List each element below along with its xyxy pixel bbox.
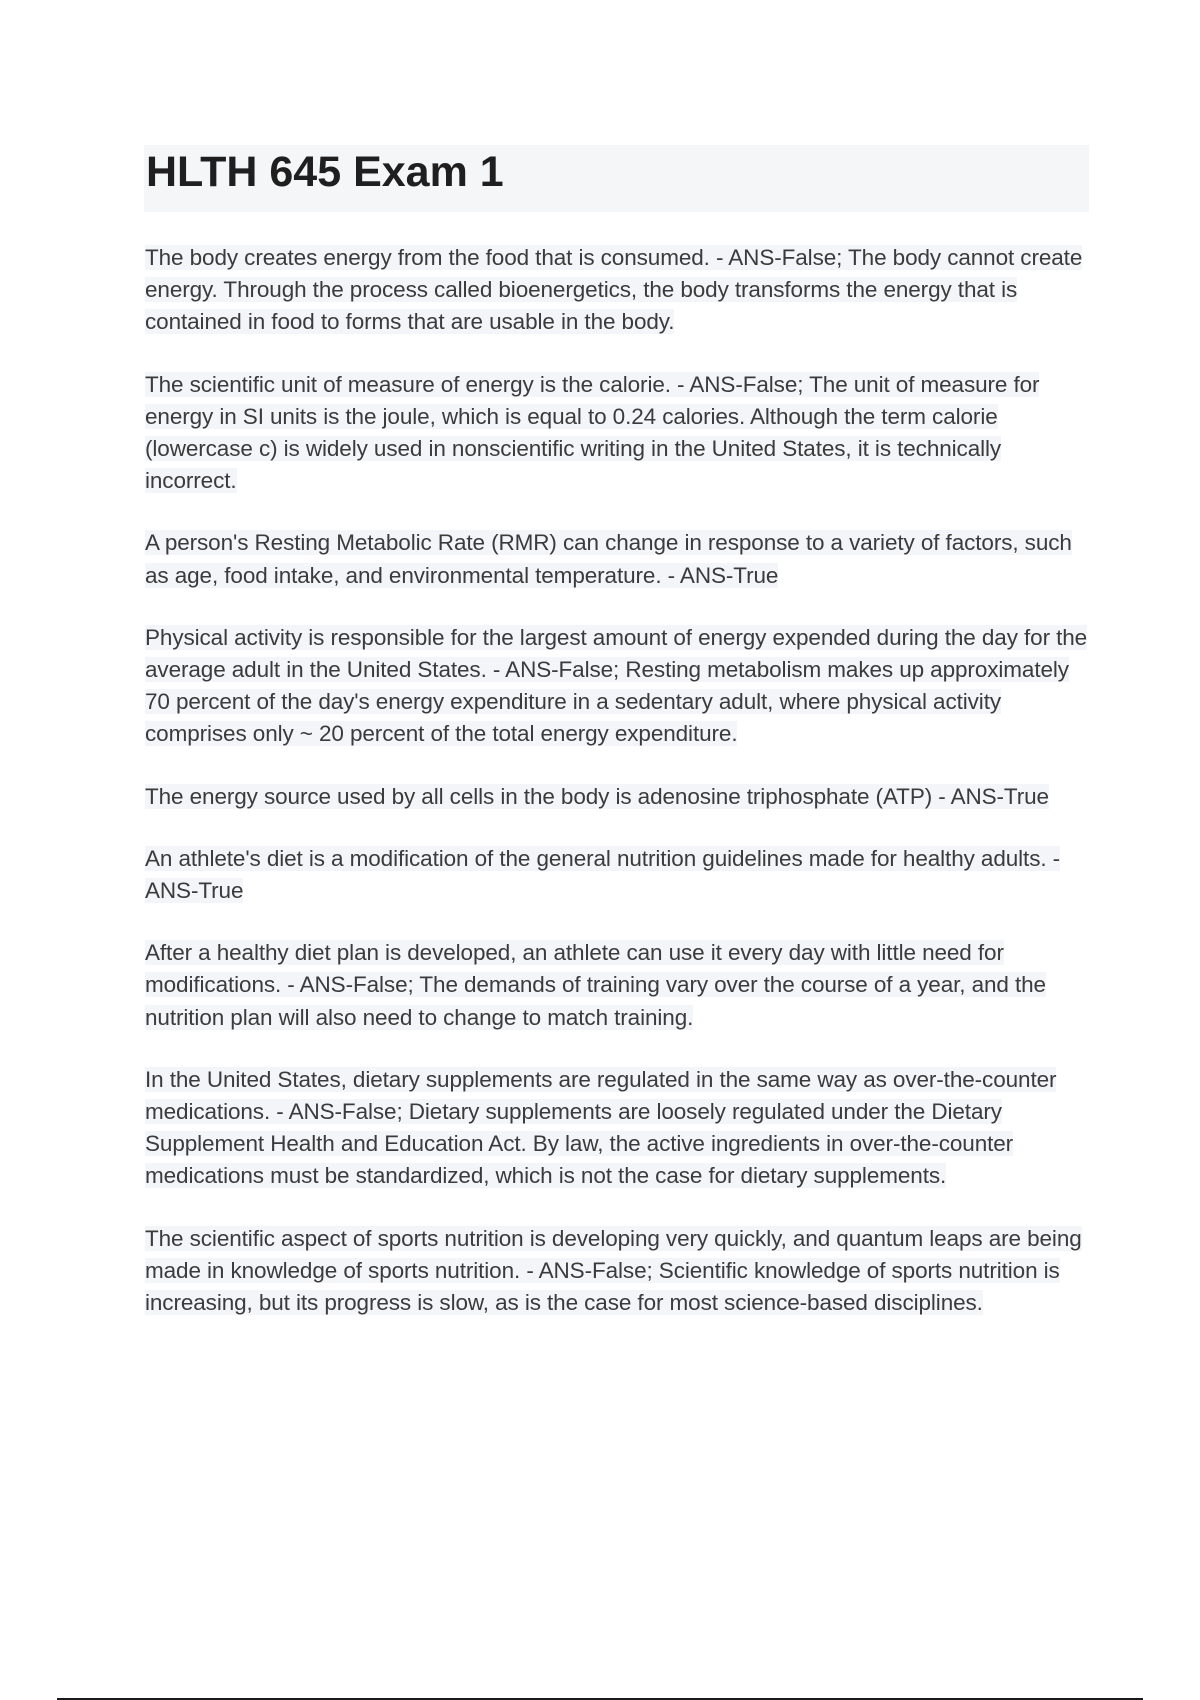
question-text: In the United States, dietary supplements are regulated in the same way as over-the-counter medications. - ANS-False; Dietary supplements are loosely regulated under the Dietary Supplement Health and Education Act. By law, the active ingredients in over-the-counter medications must be standardized, which is not the case for dietary supplements. — [145, 1066, 1057, 1189]
question-item — [145, 781, 1090, 813]
question-list — [145, 242, 1090, 1349]
question-item — [145, 527, 1090, 591]
document-title: HLTH 645 Exam 1 — [146, 148, 504, 196]
question-item — [145, 1064, 1090, 1193]
question-text: The scientific aspect of sports nutrition is developing very quickly, and quantum leaps are being made in knowledge of sports nutrition. - ANS-False; Scientific knowledge of sports nutrition is increasing, but its progress is slow, as is the case for most science-based disciplines. — [145, 1225, 1082, 1316]
question-text: A person's Resting Metabolic Rate (RMR) can change in response to a variety of factors, such as age, food intake, and environmental temperature. - ANS-True — [145, 530, 1072, 588]
question-text: The scientific unit of measure of energy is the calorie. - ANS-False; The unit of measure for energy in SI units is the joule, which is equal to 0.24 calories. Although the term calorie (lowercase c) is widely used in nonscientific writing in the United States, it is technically incorrect. — [145, 371, 1040, 494]
question-item — [145, 622, 1090, 751]
question-text: Physical activity is responsible for the largest amount of energy expended during the day for the average adult in the United States. - ANS-False; Resting metabolism makes up approximately 70 percent of the day's energy expenditure in a sedentary adult, where physical activity comprises only ~ 20 percent of the total energy expenditure. — [145, 624, 1088, 747]
question-text: After a healthy diet plan is developed, an athlete can use it every day with little need for modifications. - ANS-False; The demands of training vary over the course of a year, and the nutrition plan will also need to change to match training. — [145, 940, 1046, 1030]
question-text: An athlete's diet is a modification of the general nutrition guidelines made for healthy adults. - ANS-True — [145, 845, 1061, 904]
question-item — [145, 242, 1090, 339]
question-item — [145, 369, 1090, 498]
question-text: The energy source used by all cells in the body is adenosine triphosphate (ATP) - ANS-True — [145, 783, 1049, 809]
question-item — [145, 843, 1090, 907]
question-item — [145, 1223, 1090, 1320]
question-text: The body creates energy from the food that is consumed. - ANS-False; The body cannot create energy. Through the process called bioenergetics, the body transforms the energy that is contained in food to forms that are usable in the body. — [145, 245, 1083, 335]
question-item — [145, 937, 1090, 1034]
